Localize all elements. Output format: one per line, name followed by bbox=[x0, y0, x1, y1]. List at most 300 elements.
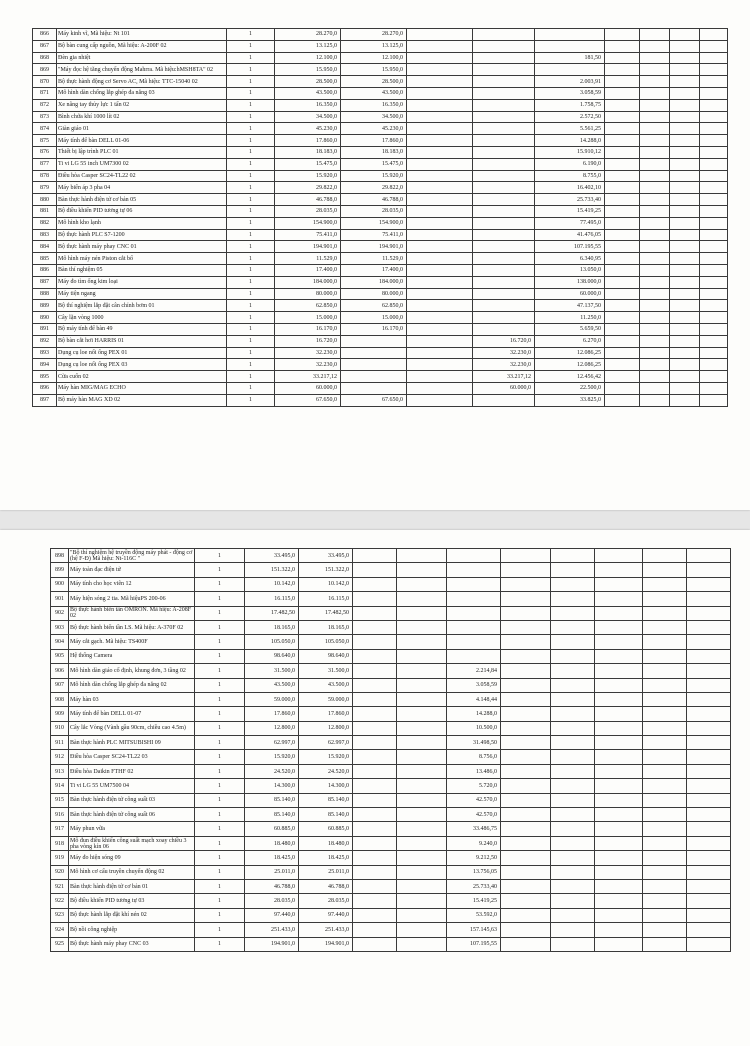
total-cell: 75.411,0 bbox=[341, 229, 407, 241]
empty-cell bbox=[353, 563, 397, 577]
row-number-cell: 886 bbox=[33, 264, 57, 276]
row-number-cell: 893 bbox=[33, 347, 57, 359]
empty-cell bbox=[687, 836, 731, 850]
remaining-value-cell: 4.148,44 bbox=[447, 692, 501, 706]
empty-cell bbox=[407, 194, 473, 206]
empty-cell bbox=[501, 822, 551, 836]
empty-cell bbox=[670, 335, 700, 347]
empty-cell bbox=[700, 394, 728, 406]
asset-name-cell: Bộ máy tính để bàn 49 bbox=[57, 323, 227, 335]
remaining-value-cell: 6.190,0 bbox=[535, 158, 605, 170]
table-row bbox=[51, 620, 731, 634]
empty-cell bbox=[670, 158, 700, 170]
quantity-cell: 1 bbox=[195, 678, 245, 692]
empty-cell bbox=[353, 836, 397, 850]
price-cell: 251.433,0 bbox=[245, 923, 299, 937]
empty-cell bbox=[605, 52, 640, 64]
empty-cell bbox=[397, 707, 447, 721]
total-cell: 15.000,0 bbox=[341, 312, 407, 324]
empty-cell bbox=[700, 99, 728, 111]
remaining-value-cell: 14.288,0 bbox=[535, 135, 605, 147]
empty-cell bbox=[643, 606, 687, 620]
quantity-cell: 1 bbox=[227, 158, 275, 170]
row-number-cell: 881 bbox=[33, 205, 57, 217]
value-cell bbox=[473, 76, 535, 88]
empty-cell bbox=[700, 288, 728, 300]
empty-cell bbox=[640, 205, 670, 217]
asset-name-cell: Bàn thực hành điện tử công suất 03 bbox=[69, 793, 195, 807]
row-number-cell: 905 bbox=[51, 649, 69, 663]
empty-cell bbox=[407, 229, 473, 241]
table-row bbox=[51, 908, 731, 922]
row-number-cell: 925 bbox=[51, 937, 69, 951]
empty-cell bbox=[605, 99, 640, 111]
empty-cell bbox=[501, 779, 551, 793]
empty-cell bbox=[407, 382, 473, 394]
value-cell: 32.230,0 bbox=[473, 347, 535, 359]
empty-cell bbox=[687, 923, 731, 937]
table-row bbox=[33, 76, 728, 88]
empty-cell bbox=[640, 323, 670, 335]
empty-cell bbox=[605, 170, 640, 182]
empty-cell bbox=[643, 879, 687, 893]
quantity-cell: 1 bbox=[227, 52, 275, 64]
row-number-cell: 897 bbox=[33, 394, 57, 406]
empty-cell bbox=[501, 707, 551, 721]
empty-cell bbox=[353, 923, 397, 937]
price-cell: 34.500,0 bbox=[275, 111, 341, 123]
value-cell bbox=[473, 146, 535, 158]
empty-cell bbox=[700, 264, 728, 276]
remaining-value-cell: 157.145,63 bbox=[447, 923, 501, 937]
total-cell: 17.482,50 bbox=[299, 606, 353, 620]
value-cell: 32.230,0 bbox=[473, 359, 535, 371]
empty-cell bbox=[551, 664, 595, 678]
asset-table-page-2 bbox=[50, 548, 731, 952]
empty-cell bbox=[353, 707, 397, 721]
empty-cell bbox=[687, 664, 731, 678]
row-number-cell: 869 bbox=[33, 64, 57, 76]
total-cell: 80.000,0 bbox=[341, 288, 407, 300]
empty-cell bbox=[605, 312, 640, 324]
price-cell: 15.950,0 bbox=[275, 64, 341, 76]
empty-cell bbox=[605, 394, 640, 406]
empty-cell bbox=[551, 865, 595, 879]
empty-cell bbox=[670, 87, 700, 99]
table-row bbox=[33, 123, 728, 135]
value-cell bbox=[473, 170, 535, 182]
total-cell: 15.475,0 bbox=[341, 158, 407, 170]
quantity-cell: 1 bbox=[195, 779, 245, 793]
empty-cell bbox=[595, 635, 643, 649]
empty-cell bbox=[643, 563, 687, 577]
row-number-cell: 912 bbox=[51, 750, 69, 764]
table-row bbox=[51, 678, 731, 692]
price-cell: 43.500,0 bbox=[275, 87, 341, 99]
empty-cell bbox=[687, 592, 731, 606]
price-cell: 15.475,0 bbox=[275, 158, 341, 170]
total-cell: 12.100,0 bbox=[341, 52, 407, 64]
asset-name-cell: Cừa cuốn 02 bbox=[57, 371, 227, 383]
empty-cell bbox=[687, 822, 731, 836]
empty-cell bbox=[700, 135, 728, 147]
empty-cell bbox=[700, 335, 728, 347]
empty-cell bbox=[353, 808, 397, 822]
table-row bbox=[51, 836, 731, 850]
empty-cell bbox=[700, 312, 728, 324]
remaining-value-cell: 9.212,50 bbox=[447, 851, 501, 865]
row-number-cell: 894 bbox=[33, 359, 57, 371]
empty-cell bbox=[501, 549, 551, 563]
value-cell bbox=[473, 135, 535, 147]
empty-cell bbox=[353, 779, 397, 793]
row-number-cell: 876 bbox=[33, 146, 57, 158]
empty-cell bbox=[605, 264, 640, 276]
empty-cell bbox=[640, 253, 670, 265]
empty-cell bbox=[397, 764, 447, 778]
total-cell bbox=[341, 382, 407, 394]
empty-cell bbox=[700, 371, 728, 383]
asset-name-cell: Dụng cụ loe nối ống PEX 01 bbox=[57, 347, 227, 359]
total-cell bbox=[341, 359, 407, 371]
quantity-cell: 1 bbox=[195, 865, 245, 879]
table-row bbox=[33, 229, 728, 241]
value-cell bbox=[473, 323, 535, 335]
total-cell: 43.500,0 bbox=[299, 678, 353, 692]
row-number-cell: 918 bbox=[51, 836, 69, 850]
asset-name-cell: Mô đun điều khiển công suất mạch xoay chiều 3 pha vòng kín 06 bbox=[69, 836, 195, 850]
asset-name-cell: Ti vi LG 55 inch UM7300 02 bbox=[57, 158, 227, 170]
remaining-value-cell bbox=[447, 592, 501, 606]
quantity-cell: 1 bbox=[195, 750, 245, 764]
value-cell: 33.217,12 bbox=[473, 371, 535, 383]
empty-cell bbox=[670, 276, 700, 288]
price-cell: 16.720,0 bbox=[275, 335, 341, 347]
empty-cell bbox=[643, 937, 687, 951]
empty-cell bbox=[687, 692, 731, 706]
empty-cell bbox=[551, 620, 595, 634]
asset-name-cell: Mô hình kho lạnh bbox=[57, 217, 227, 229]
quantity-cell: 1 bbox=[227, 359, 275, 371]
empty-cell bbox=[605, 135, 640, 147]
empty-cell bbox=[605, 229, 640, 241]
empty-cell bbox=[700, 359, 728, 371]
quantity-cell: 1 bbox=[195, 707, 245, 721]
empty-cell bbox=[670, 170, 700, 182]
price-cell: 10.142,0 bbox=[245, 577, 299, 591]
table-row bbox=[51, 736, 731, 750]
asset-name-cell: Bộ bàn cung cấp nguồn, Mã hiệu: A-200F 02 bbox=[57, 40, 227, 52]
price-cell: 33.495,0 bbox=[245, 549, 299, 563]
asset-name-cell: Máy tính cho học viên 12 bbox=[69, 577, 195, 591]
empty-cell bbox=[397, 879, 447, 893]
empty-cell bbox=[640, 64, 670, 76]
empty-cell bbox=[551, 937, 595, 951]
remaining-value-cell bbox=[447, 620, 501, 634]
quantity-cell: 1 bbox=[195, 721, 245, 735]
empty-cell bbox=[700, 182, 728, 194]
empty-cell bbox=[670, 182, 700, 194]
remaining-value-cell: 13.756,05 bbox=[447, 865, 501, 879]
empty-cell bbox=[643, 721, 687, 735]
row-number-cell: 873 bbox=[33, 111, 57, 123]
price-cell: 18.425,0 bbox=[245, 851, 299, 865]
empty-cell bbox=[353, 678, 397, 692]
empty-cell bbox=[643, 908, 687, 922]
empty-cell bbox=[687, 620, 731, 634]
empty-cell bbox=[640, 312, 670, 324]
empty-cell bbox=[670, 288, 700, 300]
remaining-value-cell: 181,50 bbox=[535, 52, 605, 64]
total-cell bbox=[341, 371, 407, 383]
empty-cell bbox=[407, 29, 473, 41]
quantity-cell: 1 bbox=[227, 29, 275, 41]
table-row bbox=[33, 29, 728, 41]
empty-cell bbox=[687, 549, 731, 563]
table-row bbox=[51, 592, 731, 606]
row-number-cell: 880 bbox=[33, 194, 57, 206]
quantity-cell: 1 bbox=[195, 894, 245, 908]
empty-cell bbox=[595, 764, 643, 778]
asset-name-cell: Máy tiện ngang bbox=[57, 288, 227, 300]
empty-cell bbox=[551, 793, 595, 807]
row-number-cell: 891 bbox=[33, 323, 57, 335]
row-number-cell: 883 bbox=[33, 229, 57, 241]
row-number-cell: 906 bbox=[51, 664, 69, 678]
empty-cell bbox=[643, 923, 687, 937]
empty-cell bbox=[643, 577, 687, 591]
empty-cell bbox=[643, 894, 687, 908]
table-row bbox=[51, 865, 731, 879]
empty-cell bbox=[407, 253, 473, 265]
empty-cell bbox=[551, 678, 595, 692]
empty-cell bbox=[643, 707, 687, 721]
empty-cell bbox=[670, 64, 700, 76]
empty-cell bbox=[643, 592, 687, 606]
asset-name-cell: Hệ thống Camera bbox=[69, 649, 195, 663]
price-cell: 18.480,0 bbox=[245, 836, 299, 850]
price-cell: 85.140,0 bbox=[245, 793, 299, 807]
quantity-cell: 1 bbox=[227, 288, 275, 300]
empty-cell bbox=[687, 606, 731, 620]
remaining-value-cell: 12.086,25 bbox=[535, 347, 605, 359]
quantity-cell: 1 bbox=[195, 879, 245, 893]
empty-cell bbox=[640, 135, 670, 147]
asset-name-cell: Bàn thực hành điện tử cơ bản 05 bbox=[57, 194, 227, 206]
remaining-value-cell: 47.137,50 bbox=[535, 300, 605, 312]
empty-cell bbox=[605, 241, 640, 253]
remaining-value-cell: 14.288,0 bbox=[447, 707, 501, 721]
empty-cell bbox=[407, 111, 473, 123]
row-number-cell: 915 bbox=[51, 793, 69, 807]
asset-name-cell: Bộ thực hành lắp đặt khí nén 02 bbox=[69, 908, 195, 922]
empty-cell bbox=[501, 908, 551, 922]
empty-cell bbox=[700, 52, 728, 64]
remaining-value-cell: 13.050,0 bbox=[535, 264, 605, 276]
table-row bbox=[33, 64, 728, 76]
quantity-cell: 1 bbox=[227, 135, 275, 147]
table-row bbox=[51, 822, 731, 836]
empty-cell bbox=[407, 99, 473, 111]
price-cell: 67.650,0 bbox=[275, 394, 341, 406]
quantity-cell: 1 bbox=[227, 146, 275, 158]
row-number-cell: 895 bbox=[33, 371, 57, 383]
quantity-cell: 1 bbox=[227, 394, 275, 406]
empty-cell bbox=[501, 721, 551, 735]
row-number-cell: 879 bbox=[33, 182, 57, 194]
total-cell: 16.350,0 bbox=[341, 99, 407, 111]
row-number-cell: 922 bbox=[51, 894, 69, 908]
empty-cell bbox=[397, 793, 447, 807]
empty-cell bbox=[595, 549, 643, 563]
price-cell: 31.500,0 bbox=[245, 664, 299, 678]
value-cell bbox=[473, 182, 535, 194]
price-cell: 98.640,0 bbox=[245, 649, 299, 663]
table-row bbox=[33, 371, 728, 383]
empty-cell bbox=[595, 736, 643, 750]
row-number-cell: 923 bbox=[51, 908, 69, 922]
empty-cell bbox=[605, 194, 640, 206]
total-cell: 45.230,0 bbox=[341, 123, 407, 135]
empty-cell bbox=[551, 894, 595, 908]
empty-cell bbox=[670, 205, 700, 217]
remaining-value-cell bbox=[535, 64, 605, 76]
empty-cell bbox=[640, 347, 670, 359]
empty-cell bbox=[700, 300, 728, 312]
empty-cell bbox=[640, 52, 670, 64]
price-cell: 17.400,0 bbox=[275, 264, 341, 276]
table-row bbox=[33, 194, 728, 206]
total-cell: 15.920,0 bbox=[299, 750, 353, 764]
asset-name-cell: Máy tính để bàn DELL 01-07 bbox=[69, 707, 195, 721]
remaining-value-cell: 6.270,0 bbox=[535, 335, 605, 347]
asset-name-cell: Máy kinh vĩ, Mã hiệu: Nt 101 bbox=[57, 29, 227, 41]
empty-cell bbox=[397, 736, 447, 750]
price-cell: 97.440,0 bbox=[245, 908, 299, 922]
empty-cell bbox=[670, 217, 700, 229]
empty-cell bbox=[700, 29, 728, 41]
empty-cell bbox=[551, 577, 595, 591]
remaining-value-cell: 77.495,0 bbox=[535, 217, 605, 229]
empty-cell bbox=[397, 606, 447, 620]
empty-cell bbox=[605, 111, 640, 123]
empty-cell bbox=[670, 146, 700, 158]
row-number-cell: 896 bbox=[33, 382, 57, 394]
table-row bbox=[33, 394, 728, 406]
asset-name-cell: Bộ thực hành máy phay CNC 03 bbox=[69, 937, 195, 951]
quantity-cell: 1 bbox=[195, 664, 245, 678]
quantity-cell: 1 bbox=[227, 276, 275, 288]
asset-name-cell: Mô hình dàn giáo cố định, khung đơn, 3 tầng 02 bbox=[69, 664, 195, 678]
empty-cell bbox=[501, 808, 551, 822]
asset-name-cell: Bàn thực hành điện tử cơ bản 01 bbox=[69, 879, 195, 893]
total-cell: 34.500,0 bbox=[341, 111, 407, 123]
price-cell: 32.230,0 bbox=[275, 359, 341, 371]
empty-cell bbox=[640, 229, 670, 241]
total-cell: 60.885,0 bbox=[299, 822, 353, 836]
price-cell: 24.520,0 bbox=[245, 764, 299, 778]
quantity-cell: 1 bbox=[195, 549, 245, 563]
empty-cell bbox=[397, 649, 447, 663]
value-cell bbox=[473, 394, 535, 406]
total-cell: 194.901,0 bbox=[341, 241, 407, 253]
empty-cell bbox=[397, 865, 447, 879]
value-cell bbox=[473, 29, 535, 41]
value-cell bbox=[473, 288, 535, 300]
empty-cell bbox=[700, 241, 728, 253]
total-cell: 18.480,0 bbox=[299, 836, 353, 850]
empty-cell bbox=[353, 764, 397, 778]
quantity-cell: 1 bbox=[195, 563, 245, 577]
quantity-cell: 1 bbox=[195, 836, 245, 850]
quantity-cell: 1 bbox=[195, 908, 245, 922]
row-number-cell: 914 bbox=[51, 779, 69, 793]
value-cell bbox=[473, 264, 535, 276]
quantity-cell: 1 bbox=[195, 606, 245, 620]
empty-cell bbox=[551, 808, 595, 822]
total-cell: 15.950,0 bbox=[341, 64, 407, 76]
price-cell: 16.115,0 bbox=[245, 592, 299, 606]
empty-cell bbox=[640, 182, 670, 194]
table-row bbox=[51, 779, 731, 793]
empty-cell bbox=[700, 217, 728, 229]
price-cell: 16.350,0 bbox=[275, 99, 341, 111]
asset-name-cell: Bộ điều khiển PID tương tự 06 bbox=[57, 205, 227, 217]
total-cell: 59.000,0 bbox=[299, 692, 353, 706]
value-cell bbox=[473, 52, 535, 64]
empty-cell bbox=[687, 808, 731, 822]
empty-cell bbox=[687, 764, 731, 778]
row-number-cell: 890 bbox=[33, 312, 57, 324]
empty-cell bbox=[501, 937, 551, 951]
empty-cell bbox=[551, 721, 595, 735]
empty-cell bbox=[397, 620, 447, 634]
table-row bbox=[51, 606, 731, 620]
empty-cell bbox=[595, 808, 643, 822]
empty-cell bbox=[397, 664, 447, 678]
asset-name-cell: Mô hình cơ cấu truyền chuyển động 02 bbox=[69, 865, 195, 879]
value-cell bbox=[473, 217, 535, 229]
empty-cell bbox=[595, 563, 643, 577]
quantity-cell: 1 bbox=[195, 808, 245, 822]
price-cell: 28.270,0 bbox=[275, 29, 341, 41]
empty-cell bbox=[407, 371, 473, 383]
empty-cell bbox=[670, 111, 700, 123]
remaining-value-cell: 41.476,05 bbox=[535, 229, 605, 241]
empty-cell bbox=[687, 894, 731, 908]
empty-cell bbox=[643, 808, 687, 822]
quantity-cell: 1 bbox=[195, 692, 245, 706]
total-cell: 194.901,0 bbox=[299, 937, 353, 951]
empty-cell bbox=[595, 894, 643, 908]
empty-cell bbox=[670, 264, 700, 276]
empty-cell bbox=[407, 288, 473, 300]
empty-cell bbox=[687, 779, 731, 793]
quantity-cell: 1 bbox=[227, 241, 275, 253]
empty-cell bbox=[407, 241, 473, 253]
price-cell: 12.100,0 bbox=[275, 52, 341, 64]
value-cell bbox=[473, 205, 535, 217]
total-cell: 14.300,0 bbox=[299, 779, 353, 793]
empty-cell bbox=[551, 851, 595, 865]
empty-cell bbox=[670, 123, 700, 135]
empty-cell bbox=[687, 851, 731, 865]
asset-name-cell: Điều hòa Casper SC24-TL22 03 bbox=[69, 750, 195, 764]
asset-name-cell: Bình chứa khí 1000 lít 02 bbox=[57, 111, 227, 123]
quantity-cell: 1 bbox=[227, 253, 275, 265]
empty-cell bbox=[407, 312, 473, 324]
remaining-value-cell: 2.003,91 bbox=[535, 76, 605, 88]
